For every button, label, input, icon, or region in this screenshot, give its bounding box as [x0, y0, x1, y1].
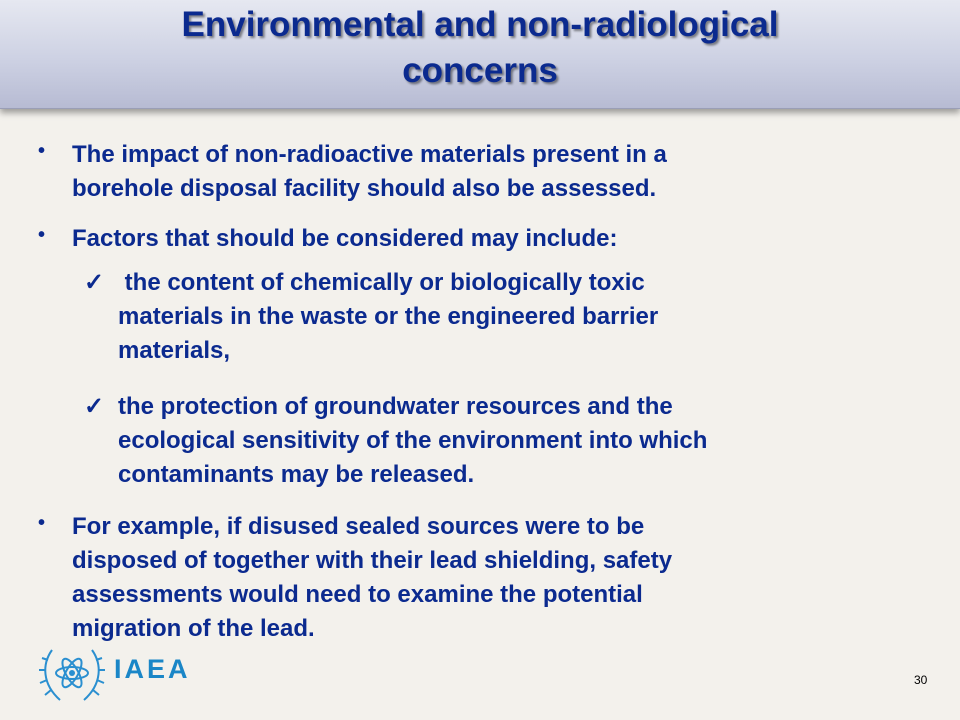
- bullet-marker: •: [38, 224, 46, 246]
- check-1-line-1: the content of chemically or biologically toxic: [118, 269, 645, 296]
- bullet-3-line-3: assessments would need to examine the potential: [72, 581, 643, 608]
- checkmark-icon: ✓: [84, 269, 105, 296]
- bullet-3-line-2: disposed of together with their lead shielding, safety: [72, 547, 673, 574]
- check-1-line-2: materials in the waste or the engineered barrier: [118, 303, 659, 330]
- check-1-line-3: materials,: [118, 337, 231, 364]
- bullet-marker: •: [38, 140, 46, 162]
- check-2-line-1: the protection of groundwater resources and the: [118, 393, 673, 420]
- bullet-2-line-1: Factors that should be considered may include:: [72, 225, 618, 252]
- iaea-logo-icon: [38, 640, 106, 706]
- check-item-1: [84, 266, 659, 368]
- page-number: 30: [914, 673, 928, 687]
- bullet-1-line-2: borehole disposal facility should also be assessed.: [72, 175, 657, 202]
- bullet-3-line-1: For example, if disused sealed sources were to be: [72, 513, 645, 540]
- title-line-1: Environmental and non-radiological: [181, 5, 779, 44]
- checkmark-icon: ✓: [84, 393, 105, 420]
- check-2-line-2: ecological sensitivity of the environment into which: [118, 427, 708, 454]
- bullet-marker: •: [38, 512, 46, 534]
- title-line-2: concerns: [402, 51, 558, 90]
- slide-title: [0, 2, 960, 94]
- bullet-item-2: [38, 222, 618, 256]
- check-2-line-3: contaminants may be released.: [118, 461, 475, 488]
- bullet-1-line-1: The impact of non-radioactive materials present in a: [72, 141, 667, 168]
- iaea-logo-text: IAEA: [114, 654, 191, 684]
- title-band: [0, 0, 960, 109]
- bullet-3-line-4: migration of the lead.: [72, 615, 315, 642]
- bullet-item-3: [38, 510, 673, 646]
- check-item-2: [84, 390, 708, 492]
- bullet-item-1: [38, 138, 667, 206]
